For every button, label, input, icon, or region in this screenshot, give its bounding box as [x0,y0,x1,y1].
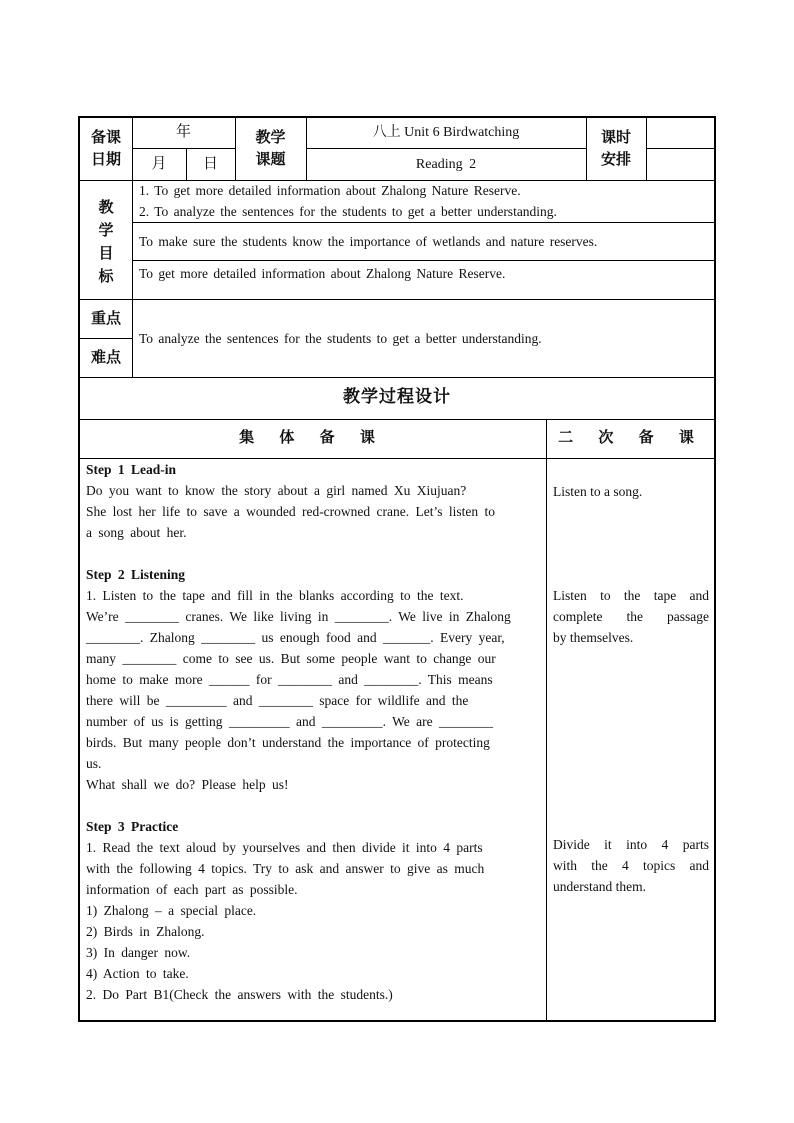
key-points-text: To analyze the sentences for the students to get a better understanding. [139,331,542,346]
key-points-label: 重点 [90,309,121,327]
objective-3: To get more detailed information about Zhalong Nature Reserve. [139,266,506,281]
lesson-title: Reading 2 [415,157,477,172]
unit-title: 八上 Unit 6 Birdwatching [372,125,520,140]
topic-label: 教学课题 [255,128,286,168]
collective-prep-header: 集 体 备 课 [239,428,385,446]
process-title: 教学过程设计 [343,387,451,407]
second-prep-note-3: Divide it into 4 parts with the 4 topics and understand them. [553,837,709,894]
difficult-points-label: 难点 [90,348,121,366]
second-prep-note-2: Listen to the tape and complete the passage by themselves. [553,588,709,645]
date-label: 备课日期 [90,128,121,168]
step3-title: Step 3 Practice [86,819,179,834]
steps-content: Step 1 Lead-in Do you want to know the story about a girl named Xu Xiujuan? She lost her life to save a wounded red-crowned crane. Let’s listen to a song about her. Step 2 Listening 1. Listen to the tape and fill in the blanks according to the text. We’re ________ cranes. We like living in ________. We live in Zhalong ________. Zhalong ________ us enough food and _______. Every year, many ________ come to see us. But some people want to change our home to make more ______ for ________ and ________. This means there will be _________ and ________ space for wildlife and the number of us is getting _________ and _________. We are ________ birds. But many people don’t understand the importance of protecting us. What shall we do? Please help us! Step 3 Practice 1. Read the text aloud by yourselves and then divide it into 4 parts with the following 4 topics. Try to ask and answer to give as much information of each part as possible. 1) Zhalong – a special place. 2) Birds in Zhalong. 3) In danger now. 4) Action to take. 2. Do Part B1(Check the answers with the students.) [86,459,538,1005]
second-prep-header: 二 次 备 课 [558,428,704,446]
month-label: 月 [151,154,167,172]
objective-1: 1. To get more detailed information about Zhalong Nature Reserve. 2. To analyze the sentences for the students to get a better understanding. [139,183,557,219]
day-label: 日 [202,154,218,172]
lesson-plan-table [78,116,716,1022]
schedule-label: 课时安排 [600,128,631,168]
step2-title: Step 2 Listening [86,567,186,582]
objective-2: To make sure the students know the importance of wetlands and nature reserves. [139,234,598,249]
year-label: 年 [175,122,191,140]
step1-title: Step 1 Lead-in [86,462,177,477]
objectives-label: 教 学 目 标 [98,198,114,285]
second-prep-note-1: Listen to a song. [553,484,643,499]
